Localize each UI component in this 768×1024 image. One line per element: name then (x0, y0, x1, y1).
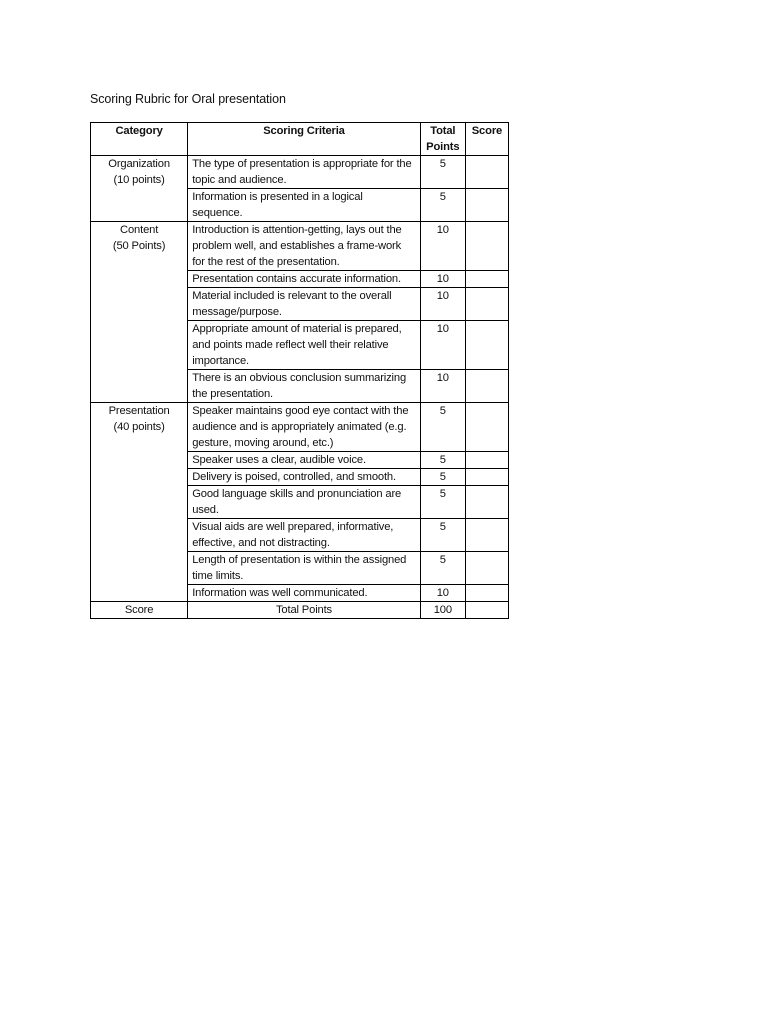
points-cell: 5 (420, 156, 465, 189)
criteria-cell: Information is presented in a logical sequence. (188, 189, 421, 222)
header-score: Score (465, 123, 508, 156)
total-criteria-cell: Total Points (188, 602, 421, 619)
points-cell: 10 (420, 222, 465, 271)
rubric-table (90, 122, 509, 619)
score-cell[interactable] (465, 585, 508, 602)
table-row (91, 222, 509, 271)
total-label-cell: Score (91, 602, 188, 619)
category-cell: Content (50 Points) (91, 222, 188, 403)
table-header-row (91, 123, 509, 156)
criteria-cell: Appropriate amount of material is prepared, and points made reflect well their relative importance. (188, 321, 421, 370)
points-cell: 5 (420, 469, 465, 486)
score-cell[interactable] (465, 370, 508, 403)
criteria-cell: Presentation contains accurate information. (188, 271, 421, 288)
criteria-cell: Visual aids are well prepared, informative, effective, and not distracting. (188, 519, 421, 552)
criteria-cell: Information was well communicated. (188, 585, 421, 602)
criteria-cell: Speaker uses a clear, audible voice. (188, 452, 421, 469)
points-cell: 5 (420, 519, 465, 552)
score-cell[interactable] (465, 189, 508, 222)
total-row (91, 602, 509, 619)
score-cell[interactable] (465, 519, 508, 552)
score-cell[interactable] (465, 271, 508, 288)
criteria-cell: There is an obvious conclusion summarizing the presentation. (188, 370, 421, 403)
points-cell: 10 (420, 288, 465, 321)
criteria-cell: Material included is relevant to the overall message/purpose. (188, 288, 421, 321)
criteria-cell: Delivery is poised, controlled, and smooth. (188, 469, 421, 486)
score-cell[interactable] (465, 156, 508, 189)
score-cell[interactable] (465, 403, 508, 452)
points-cell: 10 (420, 370, 465, 403)
score-cell[interactable] (465, 552, 508, 585)
points-cell: 5 (420, 486, 465, 519)
criteria-cell: Introduction is attention-getting, lays out the problem well, and establishes a frame-work for the rest of the presentation. (188, 222, 421, 271)
points-cell: 5 (420, 403, 465, 452)
table-row (91, 156, 509, 189)
criteria-cell: Good language skills and pronunciation are used. (188, 486, 421, 519)
total-points-cell: 100 (420, 602, 465, 619)
criteria-cell: Speaker maintains good eye contact with the audience and is appropriately animated (e.g. gesture, moving around, etc.) (188, 403, 421, 452)
header-category: Category (91, 123, 188, 156)
points-cell: 10 (420, 321, 465, 370)
points-cell: 10 (420, 271, 465, 288)
table-row (91, 403, 509, 452)
category-cell: Presentation (40 points) (91, 403, 188, 602)
header-criteria: Scoring Criteria (188, 123, 421, 156)
points-cell: 5 (420, 452, 465, 469)
points-cell: 10 (420, 585, 465, 602)
score-cell[interactable] (465, 452, 508, 469)
category-cell: Organization (10 points) (91, 156, 188, 222)
total-score-cell[interactable] (465, 602, 508, 619)
score-cell[interactable] (465, 469, 508, 486)
page-title: Scoring Rubric for Oral presentation (90, 92, 286, 106)
criteria-cell: The type of presentation is appropriate for the topic and audience. (188, 156, 421, 189)
score-cell[interactable] (465, 321, 508, 370)
score-cell[interactable] (465, 486, 508, 519)
points-cell: 5 (420, 189, 465, 222)
criteria-cell: Length of presentation is within the assigned time limits. (188, 552, 421, 585)
header-total-points: Total Points (420, 123, 465, 156)
score-cell[interactable] (465, 222, 508, 271)
points-cell: 5 (420, 552, 465, 585)
score-cell[interactable] (465, 288, 508, 321)
